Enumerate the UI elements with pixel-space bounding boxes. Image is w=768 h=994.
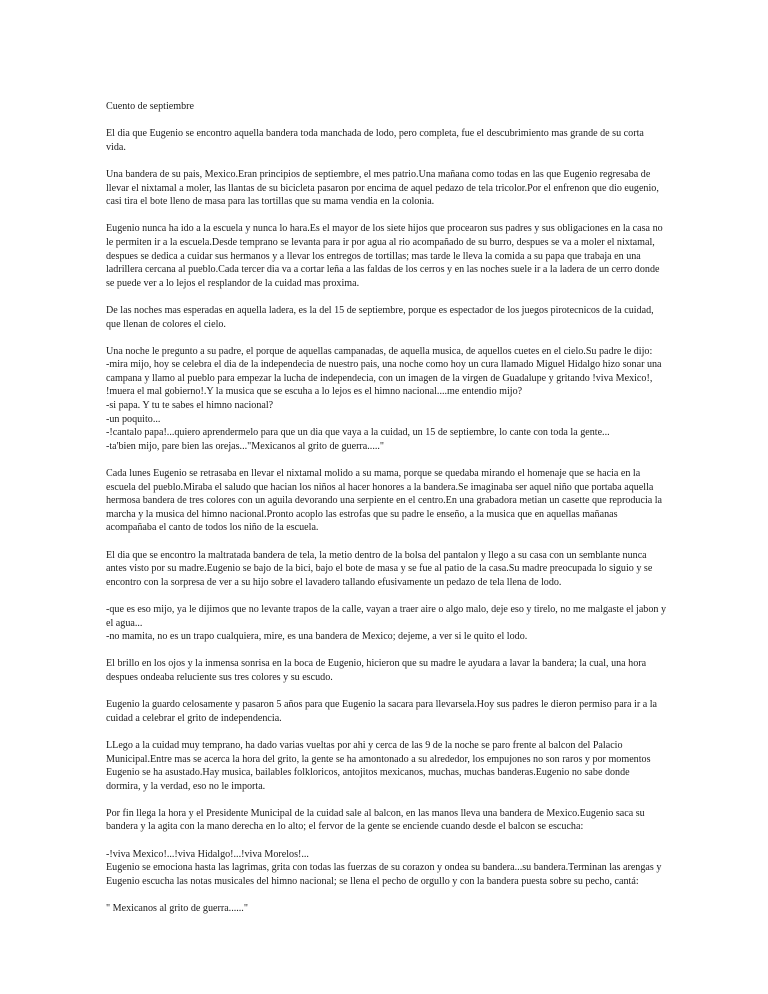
paragraph-10: Eugenio la guardo celosamente y pasaron 5 años para que Eugenio la sacara para llevarsela.Hoy sus padres le dieron permiso para ir a la cuidad a celebrar el grito de independencia. <box>106 699 658 724</box>
paragraph-13-dialogue: -!viva Mexico!...!viva Hidalgo!...!viva Morelos!... Eugenio se emociona hasta las lagrimas, grita con todas las fuerzas de su corazon y ondea su bandera...su bandera.Terminan las arengas y Eugenio escucha las notas musicales del himno nacional; se llena el pecho de orgullo y con la bandera puesta sobre su pecho, cantá: <box>106 848 662 887</box>
paragraph-1: El dia que Eugenio se encontro aquella bandera toda manchada de lodo, pero completa, fue el descubrimiento mas grande de su corta vida. <box>106 128 644 153</box>
paragraph-4: De las noches mas esperadas en aquella ladera, es la del 15 de septiembre, porque es espectador de los juegos pirotecnicos de la cuidad, que llenan de colores el cielo. <box>106 304 654 330</box>
paragraph-5-dialogue: Una noche le pregunto a su padre, el porque de aquellas campanadas, de aquella musica, de aquellos cuetes en el cielo.Su padre le dijo: -mira mijo, hoy se celebra el dia de la independecia de nuestro pais, una noche como hoy un cura llamado Miguel Hidalgo hizo sonar una campana y llamo al pueblo para empezar la lucha de independecia, con un imagen de la virgen de Guadalupe y gritando !viva Mexico!, !muera el mal gobierno!.Y la musica que se escuha a lo lejos es el himno nacional....me entendio mijo? -si papa. Y tu te sabes el himno nacional? -un poquito... -!cantalo papa!...quiero aprendermelo para que un dia que vaya a la cuidad, un 15 de septiembre, lo cante con toda la gente... -ta'bien mijo, pare bien las orejas..."Mexicanos al grito de guerra....." <box>106 345 662 452</box>
paragraph-8-dialogue: -que es eso mijo, ya le dijimos que no levante trapos de la calle, vayan a traer aire o algo malo, deje eso y tirelo, no me malgaste el jabon y el agua... -no mamita, no es un trapo cualquiera, mire, es una bandera de Mexico; dejeme, a ver si le quito el lodo. <box>106 603 667 643</box>
paragraph-3: Eugenio nunca ha ido a la escuela y nunca lo hara.Es el mayor de los siete hijos que procearon sus padres y sus obligaciones en la casa no le permiten ir a la escuela.Desde temprano se levanta para ir por agua al rio acompañado de su burro, despues se va a moler el nixtamal, despues se dedica a cuidar sus hermanos y a llevar los entregos de tortillas; mas tarde le lleva la comida a su papa que trabaja en una ladrillera cercana al pueblo.Cada tercer dia va a cortar leña a las faldas de los cerros y en las noches suele ir a la ladera de un cerro donde se puede ver a lo lejos el resplandor de la cuidad mas proxima. <box>106 223 663 289</box>
paragraph-6: Cada lunes Eugenio se retrasaba en llevar el nixtamal molido a su mama, porque se quedaba mirando el homenaje que se hacia en la escuela del pueblo.Miraba el saludo que hacian los niños al hacer honores a la bandera.Se imaginaba ser aquel niño que portaba aquella hermosa bandera de tres colores con un aguila devorando una serpiente en el centro.En una grabadora metian un casette que reproducia la marcha y la musica del himno nacional.Pronto acoplo las estrofas que su padre le enseño, a la musica que en aquellas mañanas acompañaba el canto de todos los niño de la escuela. <box>106 468 663 534</box>
paragraph-7: El dia que se encontro la maltratada bandera de tela, la metio dentro de la bolsa del pantalon y llego a su casa con un semblante nunca antes visto por su madre.Eugenio se bajo de la bici, bajo el bote de masa y se fue al patio de la casa.Su madre preocupada lo siguio y se encontro con la sorpresa de ver a su hijo sobre el lavadero tallando efusivamente un pedazo de tela llena de lodo. <box>106 549 653 588</box>
paragraph-14-quote: " Mexicanos al grito de guerra......" <box>106 903 248 915</box>
paragraph-12: Por fin llega la hora y el Presidente Municipal de la cuidad sale al balcon, en las manos lleva una bandera de Mexico.Eugenio saca su bandera y la agita con la mano derecha en lo alto; el fervor de la gente se enciende cuando desde el balcon se escucha: <box>106 807 645 833</box>
paragraph-9: El brillo en los ojos y la inmensa sonrisa en la boca de Eugenio, hicieron que su madre le ayudara a lavar la bandera; la cual, una hora despues ondeaba reluciente sus tres colores y su escudo. <box>106 658 647 683</box>
document-title: Cuento de septiembre <box>106 101 195 112</box>
document-body <box>106 100 666 916</box>
paragraph-11: LLego a la cuidad muy temprano, ha dado varias vueltas por ahi y cerca de las 9 de la noche se paro frente al balcon del Palacio Municipal.Entre mas se acerca la hora del grito, la gente se ha amontonado a su alrededor, los empujones no son raros y por momentos Eugenio se ha asustado.Hay musica, bailables folkloricos, antojitos mexicanos, muchas, muchas banderas.Eugenio no sabe donde dormira, y la verdad, eso no le importa. <box>106 739 651 792</box>
paragraph-2: Una bandera de su pais, Mexico.Eran principios de septiembre, el mes patrio.Una mañana como todas en las que Eugenio regresaba de llevar el nixtamal a moler, las llantas de su bicicleta pasaron por encima de aquel pedazo de tela tricolor.Por el enfrenon que dio eugenio, casi tira el bote lleno de masa para las tortillas que su mama vendia en la colonia. <box>106 168 659 208</box>
